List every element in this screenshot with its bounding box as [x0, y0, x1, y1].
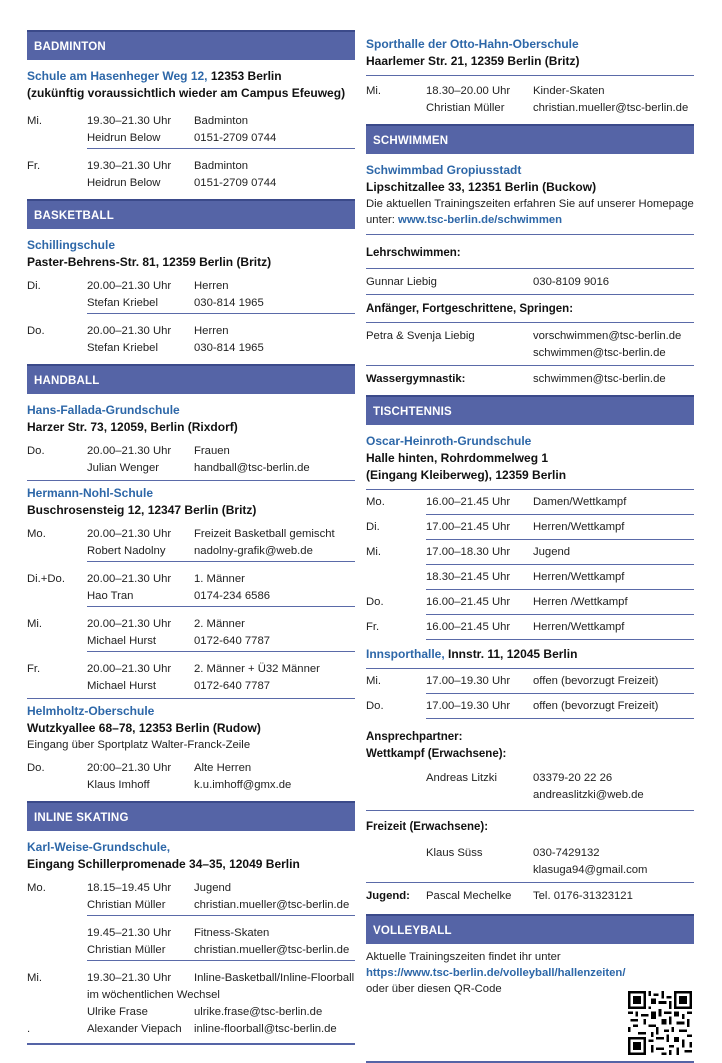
- session-group: Fitness-Skaten: [194, 927, 270, 939]
- session-row: [27, 151, 355, 195]
- schedule-row: [366, 669, 694, 694]
- session-day: Di.+Do.: [27, 573, 65, 585]
- session-day: Fr.: [27, 160, 41, 172]
- session-group: Kinder-Skaten: [533, 85, 605, 97]
- section-volleyball: VOLLEYBALL: [366, 914, 694, 944]
- venue-address: Buschrosensteig 12, 12347 Berlin (Britz): [27, 503, 257, 517]
- session-time: 19.45–21.30 Uhr: [87, 927, 172, 939]
- session-contact: nadolny-grafik@web.de: [194, 543, 355, 562]
- session-trainer: Alexander Viepach: [87, 1023, 182, 1035]
- session-day: Mi.: [27, 618, 43, 630]
- session-trainer: Ulrike Frase: [87, 1006, 148, 1018]
- contact-email: vorschwimmen@tsc-berlin.de: [533, 330, 682, 342]
- venue-name: Hans-Fallada-Grundschule: [27, 403, 180, 417]
- session-row: [27, 753, 355, 797]
- session-contact: 0151-2709 0744: [194, 130, 355, 149]
- wettkampf-contact: [366, 763, 694, 804]
- volleyball-link[interactable]: https://www.tsc-berlin.de/volleyball/hallenzeiten/: [366, 967, 626, 979]
- contact-email: schwimmen@tsc-berlin.de: [533, 347, 666, 359]
- section-handball: HANDBALL: [27, 364, 355, 394]
- session-group: Inline-Basketball/Inline-Floorball: [194, 972, 355, 984]
- session-day: Do.: [27, 762, 45, 774]
- venue-innsporthalle: [366, 646, 694, 663]
- session-trainer: Christian Müller: [426, 102, 505, 114]
- session-contact: 0174-234 6586: [194, 588, 355, 607]
- lehrschwimmen-label: Lehrschwimmen:: [366, 247, 461, 259]
- schedule-group: Herren/Wettkampf: [533, 519, 694, 540]
- wassergymnastik-label: Wassergymnastik:: [366, 373, 466, 385]
- schedule-group: Herren/Wettkampf: [533, 569, 694, 590]
- session-row: [27, 918, 355, 963]
- session-group: Frauen: [194, 445, 230, 457]
- ansprechpartner-title: Ansprechpartner:: [366, 731, 463, 743]
- schedule-group: Herren/Wettkampf: [533, 619, 694, 640]
- contact-phone: 03379-20 22 26: [533, 772, 613, 784]
- tischtennis-table-2: [366, 669, 694, 719]
- venue-gropiusstadt: [366, 162, 694, 196]
- qr-code-icon[interactable]: [628, 991, 692, 1055]
- schedule-time: 17.00–19.30 Uhr: [426, 698, 533, 719]
- contact-name: Andreas Litzki: [426, 772, 497, 784]
- session-day: Mi.: [27, 972, 43, 984]
- contact-email: klasuga94@gmail.com: [533, 864, 648, 876]
- venue-helmholtz: [27, 703, 355, 737]
- freizeit-label: Freizeit (Erwachsene):: [366, 821, 489, 833]
- right-column: [366, 30, 694, 1063]
- column-end-rule: [27, 1043, 355, 1045]
- session-day: Mo.: [27, 882, 46, 894]
- venue-address: Harzer Str. 73, 12059, Berlin (Rixdorf): [27, 420, 238, 434]
- session-note: im wöchentlichen Wechsel: [87, 989, 220, 1001]
- wassergymnastik-row: [366, 366, 694, 391]
- schedule-day: Do.: [366, 700, 384, 712]
- session-trainer: Christian Müller: [87, 942, 194, 961]
- venue-note: (zukünftig voraussichtlich wieder am Campus Efeuweg): [27, 86, 346, 100]
- session-trainer: Julian Wenger: [87, 462, 160, 474]
- venue-name: Oscar-Heinroth-Grundschule: [366, 434, 532, 448]
- venue-address: Halle hinten, Rohrdommelweg 1: [366, 451, 549, 465]
- venue-basketball: [27, 237, 355, 271]
- session-row: [27, 271, 355, 316]
- venue-address: Wutzkyallee 68–78, 12353 Berlin (Rudow): [27, 721, 261, 735]
- session-day: [27, 925, 87, 961]
- schedule-day: [366, 569, 426, 590]
- schedule-time: 16.00–21.45 Uhr: [426, 619, 533, 640]
- session-time: 18.30–20.00 Uhr: [426, 85, 511, 97]
- session-contact: 0172-640 7787: [194, 680, 271, 692]
- session-time: 18.15–19.45 Uhr: [87, 882, 172, 894]
- session-day: Do.: [27, 445, 45, 457]
- schedule-row: [366, 515, 694, 540]
- venue-name: Helmholtz-Oberschule: [27, 704, 155, 718]
- schedule-row: [366, 490, 694, 515]
- contact-name: Petra & Svenja Liebig: [366, 330, 475, 342]
- session-group: Badminton: [194, 115, 249, 127]
- session-row: [27, 609, 355, 654]
- tischtennis-table-1: [366, 490, 694, 640]
- section-basketball: BASKETBALL: [27, 199, 355, 229]
- schedule-time: 17.00–18.30 Uhr: [426, 544, 533, 565]
- session-contact: christian.mueller@tsc-berlin.de: [194, 942, 355, 961]
- schedule-group: Herren /Wettkampf: [533, 594, 694, 615]
- volleyball-qr-note: oder über diesen QR-Code: [366, 983, 502, 995]
- anfaenger-row: [366, 322, 694, 366]
- session-time: 19.30–21.30 Uhr: [87, 115, 172, 127]
- schedule-time: 17.00–21.45 Uhr: [426, 519, 533, 540]
- schedule-time: 16.00–21.45 Uhr: [426, 594, 533, 615]
- schedule-row: [366, 694, 694, 719]
- session-group: 1. Männer: [194, 573, 245, 585]
- session-time: 20.00–21.30 Uhr: [87, 280, 172, 292]
- session-trainer: Michael Hurst: [87, 633, 194, 652]
- venue-hermann-nohl: [27, 485, 355, 519]
- session-trainer: Klaus Imhoff: [87, 779, 150, 791]
- venue-otto-hahn: [366, 36, 694, 70]
- session-row: [366, 76, 694, 120]
- venue-address: Lipschitzallee 33, 12351 Berlin (Buckow): [366, 180, 597, 194]
- jugend-label: Jugend:: [366, 890, 410, 902]
- stray-dot: .: [27, 1023, 31, 1035]
- contact-name: Pascal Mechelke: [426, 890, 512, 902]
- schedule-day: Fr.: [366, 621, 380, 633]
- schedule-time: 17.00–19.30 Uhr: [426, 673, 533, 694]
- contact-name: Klaus Süss: [426, 847, 483, 859]
- contact-phone: Tel. 0176-31323121: [533, 890, 633, 902]
- session-group: Jugend: [194, 882, 232, 894]
- session-time: 20.00–21.30 Uhr: [87, 445, 172, 457]
- venue-badminton: [27, 68, 355, 102]
- session-day: Mi.: [366, 85, 382, 97]
- session-contact: handball@tsc-berlin.de: [194, 462, 310, 474]
- session-group: Herren: [194, 325, 229, 337]
- contact-phone: 030-8109 9016: [533, 276, 610, 288]
- venue-name: Schwimmbad Gropiusstadt: [366, 163, 522, 177]
- schedule-row: [366, 565, 694, 590]
- schedule-time: 16.00–21.45 Uhr: [426, 494, 533, 515]
- session-group: Badminton: [194, 160, 249, 172]
- session-time: 19.30–21.30 Uhr: [87, 160, 172, 172]
- session-contact: ulrike.frase@tsc-berlin.de: [194, 1006, 323, 1018]
- session-trainer: Stefan Kriebel: [87, 342, 158, 354]
- schedule-time: 18.30–21.45 Uhr: [426, 569, 533, 590]
- session-row: [27, 564, 355, 609]
- session-contact: christian.mueller@tsc-berlin.de: [194, 897, 355, 916]
- schedule-group: offen (bevorzugt Freizeit): [533, 673, 694, 694]
- session-trainer: Stefan Kriebel: [87, 295, 194, 314]
- session-trainer: Michael Hurst: [87, 680, 157, 692]
- session-trainer: Heidrun Below: [87, 130, 194, 149]
- session-contact: 030-814 1965: [194, 295, 355, 314]
- schedule-group: offen (bevorzugt Freizeit): [533, 698, 694, 719]
- schedule-group: Jugend: [533, 544, 694, 565]
- session-contact: 0172-640 7787: [194, 633, 355, 652]
- session-time: 20.00–21.30 Uhr: [87, 325, 172, 337]
- session-day: Do.: [27, 325, 45, 337]
- venue-address: 12353 Berlin: [207, 69, 282, 83]
- venue-address: (Eingang Kleiberweg), 12359 Berlin: [366, 468, 567, 482]
- session-group: Freizeit Basketball gemischt: [194, 528, 335, 540]
- schedule-day: Di.: [366, 521, 380, 533]
- venue-address: Eingang Schillerpromenade 34–35, 12049 Berlin: [27, 857, 300, 871]
- venue-name: Schule am Hasenheger Weg 12,: [27, 69, 208, 83]
- session-time: 20.00–21.30 Uhr: [87, 573, 172, 585]
- wettkampf-label: Wettkampf (Erwachsene):: [366, 748, 507, 760]
- venue-karl-weise: [27, 839, 355, 873]
- schedule-day: Mo.: [366, 496, 385, 508]
- schedule-group: Damen/Wettkampf: [533, 494, 694, 515]
- session-trainer: Christian Müller: [87, 897, 194, 916]
- session-row: [27, 436, 355, 480]
- session-row: [27, 654, 355, 698]
- volleyball-info: [366, 949, 694, 1035]
- venue-address: Haarlemer Str. 21, 12359 Berlin (Britz): [366, 54, 580, 68]
- contact-phone: 030-7429132: [533, 847, 600, 859]
- session-time: 20:00–21.30 Uhr: [87, 762, 172, 774]
- session-contact: christian.mueller@tsc-berlin.de: [533, 102, 689, 114]
- session-group: 2. Männer + Ü32 Männer: [194, 663, 320, 675]
- section-badminton: BADMINTON: [27, 30, 355, 60]
- section-tischtennis: TISCHTENNIS: [366, 395, 694, 425]
- venue-oscar-heinroth: [366, 433, 694, 484]
- schwimmen-link-line: [366, 212, 694, 235]
- anfaenger-label: Anfänger, Fortgeschrittene, Springen:: [366, 303, 574, 315]
- section-schwimmen: SCHWIMMEN: [366, 124, 694, 154]
- session-day: Di.: [27, 280, 41, 292]
- session-contact: 030-814 1965: [194, 342, 264, 354]
- venue-hans-fallada: [27, 402, 355, 436]
- volleyball-note: Aktuelle Trainingszeiten findet ihr unter: [366, 951, 561, 963]
- schwimmen-link[interactable]: www.tsc-berlin.de/schwimmen: [398, 214, 563, 226]
- session-row: [27, 873, 355, 918]
- session-trainer: Robert Nadolny: [87, 543, 194, 562]
- venue-name: Sporthalle der Otto-Hahn-Oberschule: [366, 37, 579, 51]
- session-row: [27, 519, 355, 564]
- venue-address: Innstr. 11, 12045 Berlin: [444, 647, 578, 661]
- venue-address: Paster-Behrens-Str. 81, 12359 Berlin (Britz): [27, 255, 272, 269]
- session-row: [27, 316, 355, 360]
- session-group: Herren: [194, 280, 229, 292]
- schedule-row: [366, 615, 694, 640]
- session-group: 2. Männer: [194, 618, 245, 630]
- contact-email: schwimmen@tsc-berlin.de: [533, 373, 666, 385]
- session-contact: inline-floorball@tsc-berlin.de: [194, 1023, 337, 1035]
- venue-name: Hermann-Nohl-Schule: [27, 486, 154, 500]
- venue-name: Karl-Weise-Grundschule,: [27, 840, 171, 854]
- ansprechpartner-label: [366, 719, 694, 763]
- schedule-row: [366, 540, 694, 565]
- session-trainer: Heidrun Below: [87, 177, 161, 189]
- schedule-row: [366, 590, 694, 615]
- session-day: Mi.: [27, 115, 43, 127]
- lehrschwimmen-row: [366, 268, 694, 295]
- contact-name: Gunnar Liebig: [366, 276, 437, 288]
- jugend-contact: [366, 883, 694, 908]
- session-contact: k.u.imhoff@gmx.de: [194, 779, 292, 791]
- schwimmen-note: Die aktuellen Trainingszeiten erfahren Sie auf unserer Homepage: [366, 198, 694, 210]
- venue-name: Schillingschule: [27, 238, 116, 252]
- schedule-day: Mi.: [366, 675, 382, 687]
- session-row: [27, 106, 355, 151]
- session-group: Alte Herren: [194, 762, 252, 774]
- freizeit-contact: [366, 836, 694, 879]
- schedule-day: Do.: [366, 596, 384, 608]
- link-prefix: unter:: [366, 214, 399, 226]
- section-inline-skating: INLINE SKATING: [27, 801, 355, 831]
- session-contact: 0151-2709 0744: [194, 177, 277, 189]
- session-day: Fr.: [27, 663, 41, 675]
- left-column: [27, 30, 355, 1045]
- schedule-day: Mi.: [366, 546, 382, 558]
- session-time: 20.00–21.30 Uhr: [87, 528, 172, 540]
- contact-email: andreaslitzki@web.de: [533, 789, 644, 801]
- session-day: Mo.: [27, 528, 46, 540]
- venue-name: Innsporthalle,: [366, 647, 445, 661]
- session-time: 19.30–21.30 Uhr: [87, 972, 172, 984]
- session-trainer: Hao Tran: [87, 588, 194, 607]
- session-time: 20.00–21.30 Uhr: [87, 663, 172, 675]
- session-time: 20.00–21.30 Uhr: [87, 618, 172, 630]
- venue-note: Eingang über Sportplatz Walter-Franck-Zeile: [27, 739, 251, 751]
- session-row: [27, 963, 355, 1040]
